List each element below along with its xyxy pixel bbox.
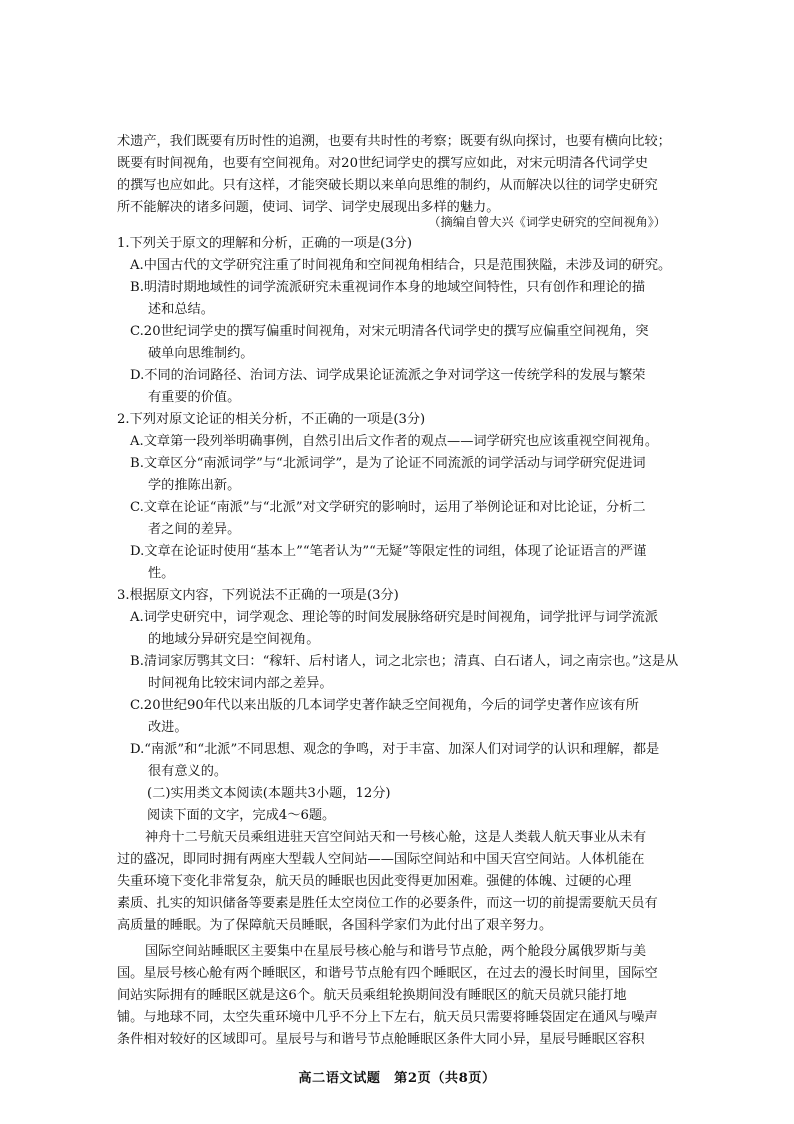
question-1-stem: 1.下列关于原文的理解和分析，正确的一项是(3分) <box>117 236 413 251</box>
passage-source: （摘编自曾大兴《词学史研究的空间视角》） <box>428 215 666 229</box>
q3-option-c: C.20世纪90年代以来出版的几本词学史著作缺乏空间视角，今后的词学史著作应该有所 <box>130 698 639 713</box>
q2-option-c-cont: 者之间的差异。 <box>148 522 241 537</box>
passage2-line: 铺。与地球不同，太空失重环境中几乎不分上下左右，航天员只需要将睡袋固定在通风与噪声 <box>117 1010 658 1025</box>
question-2-stem: 2.下列对原文论证的相关分析，不正确的一项是(3分) <box>117 412 426 427</box>
passage2-line: 高质量的睡眠。为了保障航天员睡眠，各国科学家们为此付出了艰辛努力。 <box>117 918 553 933</box>
passage2-line: 素质、扎实的知识储备等要素是胜任太空岗位工作的必要条件，而这一切的前提需要航天员有 <box>117 896 658 911</box>
q3-option-d-cont: 很有意义的。 <box>148 764 228 779</box>
q2-option-c: C.文章在论证“南派”与“北派”对文学研究的影响时，运用了举例论证和对比论证，分析二 <box>130 500 646 515</box>
page-footer: 高二语文试题 第2页（共8页） <box>298 1071 496 1086</box>
q3-option-b: B.清词家厉鹗其文曰：“稼轩、后村诸人，词之北宗也；清真、白石诸人，词之南宗也。”这是从 <box>130 654 679 669</box>
passage-line: 所不能解决的诸多问题，使词、词学、词学史展现出多样的魅力。 <box>117 200 500 215</box>
passage-line: 既要有时间视角，也要有空间视角。对20世纪词学史的撰写应如此，对宋元明清各代词学史 <box>117 156 649 171</box>
q1-option-d: D.不同的治词路径、治词方法、词学成果论证流派之争对词学这一传统学科的发展与繁荣 <box>130 368 646 383</box>
q2-option-b: B.文章区分“南派词学”与“北派词学”，是为了论证不同流派的词学活动与词学研究促进词 <box>130 456 646 471</box>
q1-option-b-cont: 述和总结。 <box>148 302 214 317</box>
section-instruction: 阅读下面的文字，完成4～6题。 <box>147 808 336 823</box>
q2-option-d-cont: 性。 <box>148 566 175 581</box>
passage2-line: 条件相对较好的区域即可。星辰号与和谐号节点舱睡眠区条件大同小异，星辰号睡眠区容积 <box>117 1032 645 1047</box>
passage2-line: 国际空间站睡眠区主要集中在星辰号核心舱与和谐号节点舱，两个舱段分属俄罗斯与美 <box>145 944 647 959</box>
passage-line: 术遗产，我们既要有历时性的追溯，也要有共时性的考察；既要有纵向探讨，也要有横向比较； <box>117 134 671 149</box>
q3-option-c-cont: 改进。 <box>148 720 188 735</box>
question-3-stem: 3.根据原文内容，下列说法不正确的一项是(3分) <box>117 588 399 603</box>
q1-option-c-cont: 破单向思维制约。 <box>148 346 254 361</box>
q3-option-a: A.词学史研究中，词学观念、理论等的时间发展脉络研究是时间视角，词学批评与词学流派 <box>130 610 659 625</box>
q2-option-b-cont: 学的推陈出新。 <box>148 478 241 493</box>
q2-option-a: A.文章第一段列举明确事例，自然引出后文作者的观点——词学研究也应该重视空间视角。 <box>130 434 659 449</box>
q1-option-b: B.明清时期地域性的词学流派研究未重视词作本身的地域空间特性，只有创作和理论的描 <box>130 280 646 295</box>
q1-option-d-cont: 有重要的价值。 <box>148 390 241 405</box>
q2-option-d: D.文章在论证时使用“基本上”“笔者认为”“无疑”等限定性的词组，体现了论证语言的严谨 <box>130 544 647 559</box>
q3-option-b-cont: 时间视角比较宋词内部之差异。 <box>148 676 333 691</box>
q3-option-a-cont: 的地域分异研究是空间视角。 <box>148 632 320 647</box>
passage2-line: 间站实际拥有的睡眠区就是这6个。航天员乘组轮换期间没有睡眠区的航天员就只能打地 <box>117 988 627 1003</box>
passage2-line: 失重环境下变化非常复杂，航天员的睡眠也因此变得更加困难。强健的体魄、过硬的心理 <box>117 874 632 889</box>
passage2-line: 神舟十二号航天员乘组进驻天宫空间站天和一号核心舱，这是人类载人航天事业从未有 <box>145 830 647 845</box>
q1-option-a: A.中国古代的文学研究注重了时间视角和空间视角相结合，只是范围狭隘，未涉及词的研究。 <box>130 258 672 273</box>
passage2-line: 国。星辰号核心舱有两个睡眠区，和谐号节点舱有四个睡眠区，在过去的漫长时间里，国际空 <box>117 966 658 981</box>
passage2-line: 过的盛况，即同时拥有两座大型载人空间站——国际空间站和中国天宫空间站。人体机能在 <box>117 852 645 867</box>
q1-option-c: C.20世纪词学史的撰写偏重时间视角，对宋元明清各代词学史的撰写应偏重空间视角，突 <box>130 324 649 339</box>
section-heading: (二)实用类文本阅读(本题共3小题，12分) <box>147 786 391 801</box>
passage-line: 的撰写也应如此。只有这样，才能突破长期以来单向思维的制约，从而解决以往的词学史研究 <box>117 178 658 193</box>
q3-option-d: D.“南派”和“北派”不同思想、观念的争鸣，对于丰富、加深人们对词学的认识和理解，都是 <box>130 742 660 757</box>
